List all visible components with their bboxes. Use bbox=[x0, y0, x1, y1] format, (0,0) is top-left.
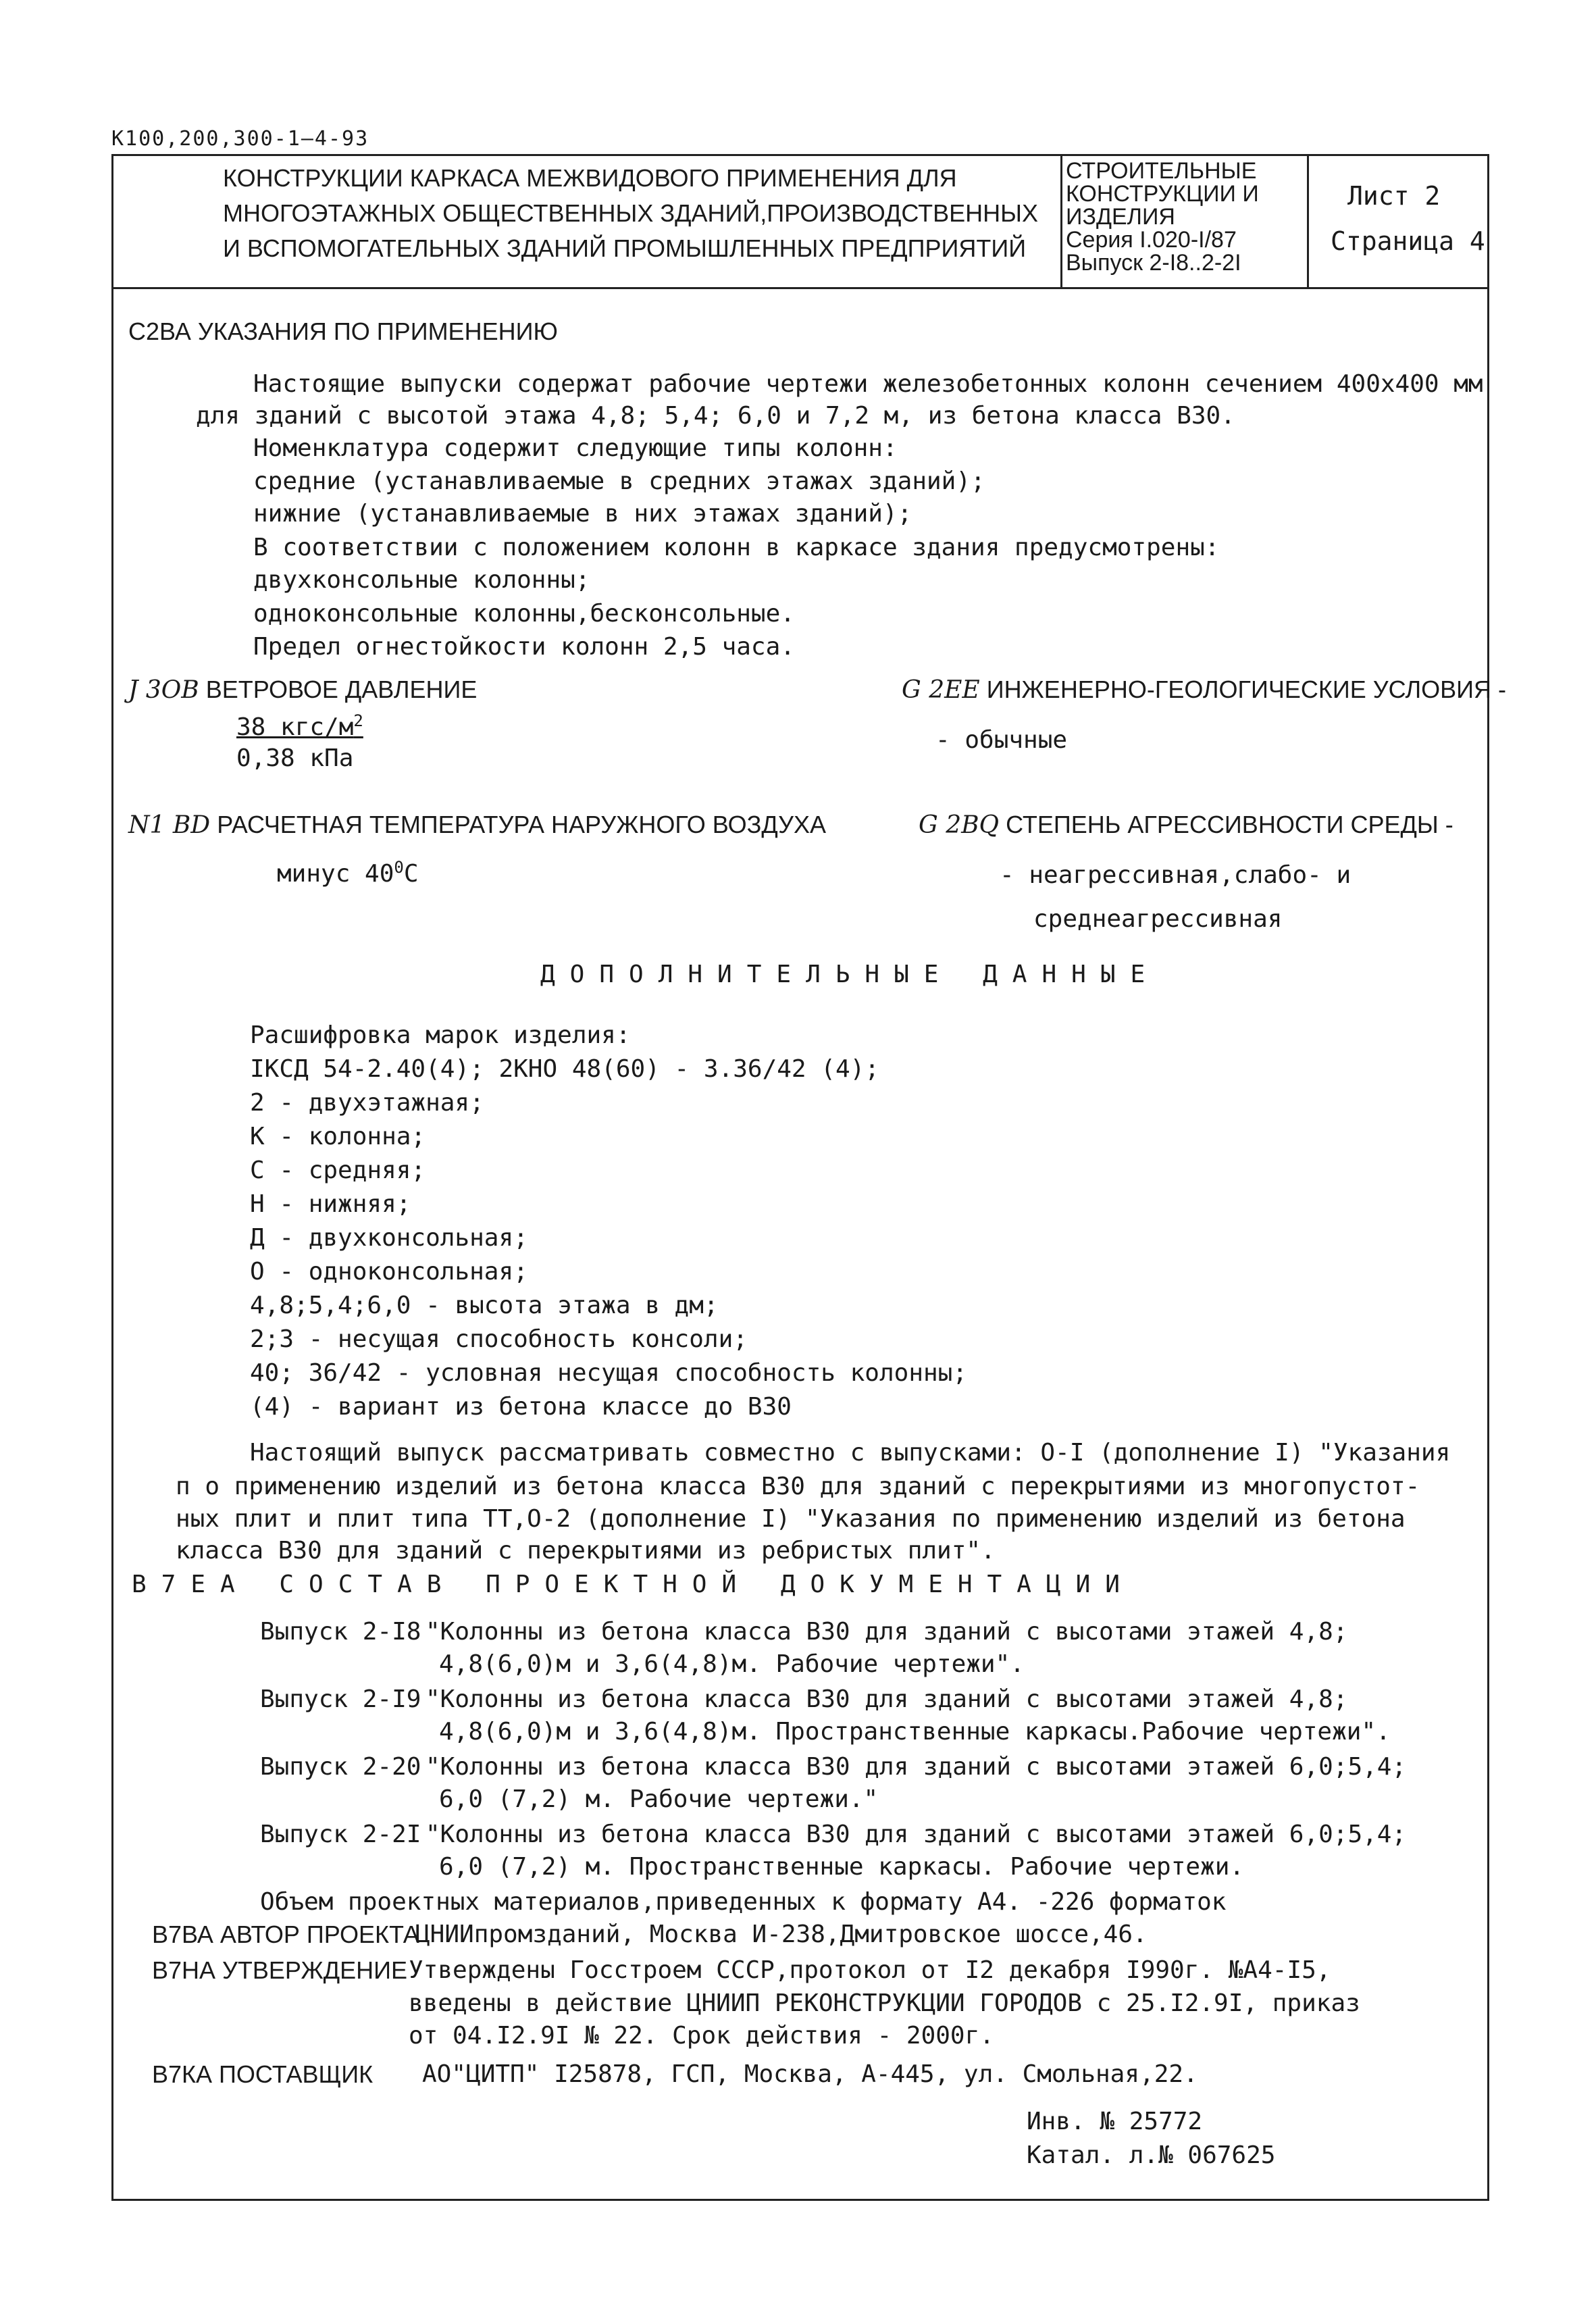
note-line: п о применению изделий из бетона класса В30 для зданий с перекрытиями из многопустот- bbox=[176, 1473, 1420, 1500]
issue-desc: "Колонны из бетона класса В30 для зданий с высотами этажей 6,0;5,4; bbox=[426, 1753, 1407, 1781]
marks-example: IКСД 54-2.40(4); 2КНО 48(60) - 3.36/42 (4); bbox=[250, 1055, 879, 1083]
usage-line: одноконсольные колонны,бесконсольные. bbox=[253, 600, 795, 628]
usage-line: двухконсольные колонны; bbox=[253, 566, 590, 594]
usage-heading: С2ВА УКАЗАНИЯ ПО ПРИМЕНЕНИЮ bbox=[128, 317, 558, 345]
legend-line: Н - нижняя; bbox=[250, 1190, 411, 1218]
header-category bbox=[1066, 159, 1259, 274]
catalog-number: Катал. л.№ 067625 bbox=[1027, 2141, 1276, 2169]
issue-label: Выпуск 2-I9 bbox=[260, 1685, 421, 1713]
sheet-number: Лист 2 bbox=[1347, 181, 1441, 211]
usage-line: Номенклатура содержит следующие типы колонн: bbox=[253, 434, 898, 462]
header-category-line: СТРОИТЕЛЬНЫЕ bbox=[1066, 158, 1257, 184]
header-divider-2 bbox=[1307, 154, 1309, 289]
supplier-value: АО"ЦИТП" I25878, ГСП, Москва, А-445, ул. Смольная,22. bbox=[422, 2060, 1198, 2088]
legend-line: 2 - двухэтажная; bbox=[250, 1089, 484, 1117]
decode-title: Расшифровка марок изделия: bbox=[250, 1021, 631, 1049]
usage-line: для зданий с высотой этажа 4,8; 5,4; 6,0 и 7,2 м, из бетона класса В30. bbox=[196, 402, 1235, 430]
aggr-heading-text: СТЕПЕНЬ АГРЕССИВНОСТИ СРЕДЫ - bbox=[1006, 811, 1453, 838]
approval-line: от 04.I2.9I № 22. Срок действия - 2000г. bbox=[409, 2022, 994, 2050]
author-label: В7ВА АВТОР ПРОЕКТА bbox=[152, 1921, 419, 1948]
usage-line: Настоящие выпуски содержат рабочие чертежи железобетонных колонн сечением 400х400 мм bbox=[253, 370, 1483, 398]
aggr-heading bbox=[919, 811, 1453, 839]
author-value: ЦНИИпромзданий, Москва И-238,Дмитровское шоссе,46. bbox=[415, 1921, 1148, 1948]
legend-line: К - колонна; bbox=[250, 1123, 426, 1150]
issue-label: Выпуск 2-20 bbox=[260, 1753, 421, 1781]
additional-heading: ДОПОЛНИТЕЛЬНЫЕ ДАННЫЕ bbox=[540, 961, 1160, 988]
header-category-line: КОНСТРУКЦИИ И bbox=[1066, 181, 1259, 207]
wind-code: Ј 3ОВ bbox=[128, 676, 199, 704]
issue-desc: 4,8(6,0)м и 3,6(4,8)м. Рабочие чертежи". bbox=[439, 1650, 1025, 1678]
header-title-line: КОНСТРУКЦИИ КАРКАСА МЕЖВИДОВОГО ПРИМЕНЕНИЯ ДЛЯ bbox=[223, 164, 957, 192]
aggr-value-2: среднеагрессивная bbox=[1033, 905, 1283, 933]
temp-value-unit: С bbox=[403, 860, 419, 888]
inventory-number: Инв. № 25772 bbox=[1027, 2108, 1203, 2135]
legend-line: 2;3 - несущая способность консоли; bbox=[250, 1325, 748, 1353]
temp-value bbox=[277, 858, 419, 888]
note-line: ных плит и плит типа ТТ,О-2 (дополнение I) "Указания по применению изделий из бетона bbox=[176, 1505, 1406, 1533]
header-divider-1 bbox=[1060, 154, 1062, 289]
document-code: К100,200,300-1—4-93 bbox=[111, 127, 369, 151]
legend-line: 40; 36/42 - условная несущая способность колонны; bbox=[250, 1359, 968, 1387]
aggr-code: G 2BQ bbox=[919, 811, 1000, 839]
issue-desc: 4,8(6,0)м и 3,6(4,8)м. Пространственные каркасы.Рабочие чертежи". bbox=[439, 1718, 1391, 1746]
issue-label: Выпуск 2-I8 bbox=[260, 1618, 421, 1646]
docs-volume: Объем проектных материалов,приведенных к формату А4. -226 форматок bbox=[260, 1888, 1227, 1916]
header-category-line: ИЗДЕЛИЯ bbox=[1066, 204, 1175, 230]
header-bottom-rule bbox=[111, 287, 1489, 289]
geo-value: - обычные bbox=[935, 726, 1068, 754]
page-number: Страница 4 bbox=[1331, 226, 1485, 256]
approval-line: Утверждены Госстроем СССР,протокол от I2 декабря I990г. №А4-I5, bbox=[409, 1956, 1331, 1984]
geo-heading bbox=[902, 676, 1506, 704]
wind-heading-text: ВЕТРОВОЕ ДАВЛЕНИЕ bbox=[205, 676, 478, 703]
header-category-line: Серия I.020-I/87 bbox=[1066, 227, 1237, 253]
note-line: Настоящий выпуск рассматривать совместно с выпусками: О-I (дополнение I) "Указания bbox=[250, 1439, 1451, 1467]
issue-desc: "Колонны из бетона класса В30 для зданий с высотами этажей 4,8; bbox=[426, 1618, 1348, 1646]
legend-line: С - средняя; bbox=[250, 1156, 426, 1184]
wind-kpa: 0,38 кПа bbox=[236, 744, 354, 772]
header-title-line: И ВСПОМОГАТЕЛЬНЫХ ЗДАНИЙ ПРОМЫШЛЕННЫХ ПРЕДПРИЯТИЙ bbox=[223, 234, 1027, 262]
temp-heading-text: РАСЧЕТНАЯ ТЕМПЕРАТУРА НАРУЖНОГО ВОЗДУХА bbox=[217, 811, 827, 838]
aggr-value-1: - неагрессивная,слабо- и bbox=[1000, 861, 1352, 889]
supplier-label: В7КА ПОСТАВЩИК bbox=[152, 2060, 374, 2088]
issue-desc: "Колонны из бетона класса В30 для зданий с высотами этажей 6,0;5,4; bbox=[426, 1821, 1407, 1848]
temp-value-base: минус 40 bbox=[277, 860, 394, 888]
wind-value-exp: 2 bbox=[353, 711, 363, 730]
issue-desc: "Колонны из бетона класса В30 для зданий с высотами этажей 4,8; bbox=[426, 1685, 1348, 1713]
issue-desc: 6,0 (7,2) м. Рабочие чертежи." bbox=[439, 1785, 879, 1813]
docs-heading: В7ЕА СОСТАВ ПРОЕКТНОЙ ДОКУМЕНТАЦИИ bbox=[132, 1571, 1135, 1598]
wind-heading bbox=[128, 676, 477, 704]
usage-line: нижние (устанавливаемые в них этажах зданий); bbox=[253, 500, 912, 528]
header-title-line: МНОГОЭТАЖНЫХ ОБЩЕСТВЕННЫХ ЗДАНИЙ,ПРОИЗВОДСТВЕННЫХ bbox=[223, 199, 1039, 227]
wind-value-base: 38 кгс/м bbox=[236, 713, 354, 741]
temp-code: N1 BD bbox=[128, 811, 211, 839]
legend-line: Д - двухконсольная; bbox=[250, 1224, 528, 1252]
legend-line: О - одноконсольная; bbox=[250, 1258, 528, 1286]
wind-value bbox=[236, 711, 363, 741]
usage-line: Предел огнестойкости колонн 2,5 часа. bbox=[253, 633, 795, 661]
legend-line: 4,8;5,4;6,0 - высота этажа в дм; bbox=[250, 1292, 719, 1319]
usage-line: В соответствии с положением колонн в каркасе здания предусмотрены: bbox=[253, 534, 1220, 561]
usage-line: средние (устанавливаемые в средних этажах зданий); bbox=[253, 467, 985, 495]
legend-line: (4) - вариант из бетона классе до В30 bbox=[250, 1393, 792, 1421]
geo-code: G 2ЕЕ bbox=[902, 676, 980, 704]
header-title bbox=[223, 161, 1038, 266]
note-line: класса В30 для зданий с перекрытиями из ребристых плит". bbox=[176, 1537, 996, 1565]
temp-value-exp: 0 bbox=[394, 858, 404, 877]
issue-desc: 6,0 (7,2) м. Пространственные каркасы. Рабочие чертежи. bbox=[439, 1853, 1245, 1881]
issue-label: Выпуск 2-2I bbox=[260, 1821, 421, 1848]
approval-label: В7НА УТВЕРЖДЕНИЕ bbox=[152, 1956, 408, 1984]
geo-heading-text: ИНЖЕНЕРНО-ГЕОЛОГИЧЕСКИЕ УСЛОВИЯ - bbox=[986, 676, 1506, 703]
temp-heading bbox=[128, 811, 826, 839]
approval-line: введены в действие ЦНИИП РЕКОНСТРУКЦИИ ГОРОДОВ с 25.I2.9I, приказ bbox=[409, 1989, 1360, 2017]
header-category-line: Выпуск 2-I8..2-2I bbox=[1066, 250, 1241, 276]
